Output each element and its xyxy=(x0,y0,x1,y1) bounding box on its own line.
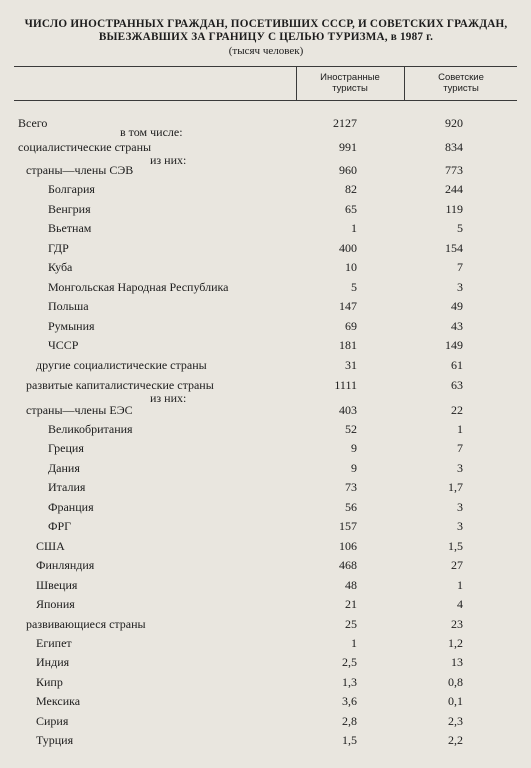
row-label: Монгольская Народная Республика xyxy=(48,280,229,294)
column-header-foreign-tourists xyxy=(298,72,402,94)
soviet-tourists-value: 23 xyxy=(451,617,463,631)
foreign-tourists-value: 9 xyxy=(351,461,357,475)
table-row xyxy=(0,221,531,241)
row-label: Греция xyxy=(48,441,84,455)
table-row xyxy=(0,519,531,539)
row-label: ЧССР xyxy=(48,338,79,352)
row-label: Болгария xyxy=(48,182,95,196)
header-divider-right xyxy=(404,66,405,100)
table-row xyxy=(0,338,531,358)
foreign-tourists-value: 960 xyxy=(339,163,357,177)
row-label: Сирия xyxy=(36,714,69,728)
table-subtitle: (тысяч человек) xyxy=(228,45,304,57)
soviet-tourists-value: 3 xyxy=(457,461,463,475)
table-title-line-2: ВЫЕЗЖАВШИХ ЗА ГРАНИЦУ С ЦЕЛЬЮ ТУРИЗМА, в 1987 г. xyxy=(98,31,434,43)
foreign-tourists-value: 147 xyxy=(339,299,357,313)
row-label: США xyxy=(36,539,65,553)
foreign-tourists-value: 52 xyxy=(345,422,357,436)
table-row xyxy=(0,558,531,578)
table-row xyxy=(0,636,531,656)
table-row xyxy=(0,714,531,734)
column-header-foreign-line2: туристы xyxy=(332,83,368,94)
row-label: Индия xyxy=(36,655,70,669)
soviet-tourists-value: 4 xyxy=(457,597,463,611)
foreign-tourists-value: 1111 xyxy=(334,378,357,392)
table-row xyxy=(0,163,531,183)
table-row xyxy=(0,578,531,598)
column-header-soviet-tourists xyxy=(406,72,516,94)
foreign-tourists-value: 69 xyxy=(345,319,357,333)
table-row xyxy=(0,358,531,378)
soviet-tourists-value: 7 xyxy=(457,260,463,274)
foreign-tourists-value: 2,8 xyxy=(342,714,357,728)
soviet-tourists-value: 63 xyxy=(451,378,463,392)
table-row xyxy=(0,260,531,280)
note-of-them-socialist: из них: xyxy=(150,153,187,167)
soviet-tourists-value: 27 xyxy=(451,558,463,572)
table-row xyxy=(0,733,531,753)
table-row xyxy=(0,675,531,695)
soviet-tourists-value: 3 xyxy=(457,519,463,533)
row-label: Вьетнам xyxy=(48,221,92,235)
soviet-tourists-value: 5 xyxy=(457,221,463,235)
foreign-tourists-value: 1,5 xyxy=(342,733,357,747)
foreign-tourists-value: 2,5 xyxy=(342,655,357,669)
soviet-tourists-value: 149 xyxy=(445,338,463,352)
table-row xyxy=(0,441,531,461)
soviet-tourists-value: 7 xyxy=(457,441,463,455)
row-label: Дания xyxy=(48,461,80,475)
soviet-tourists-value: 1 xyxy=(457,422,463,436)
table-row xyxy=(0,422,531,442)
table-row xyxy=(0,655,531,675)
foreign-tourists-value: 400 xyxy=(339,241,357,255)
row-label: страны—члены ЕЭС xyxy=(26,403,133,417)
soviet-tourists-value: 1 xyxy=(457,578,463,592)
foreign-tourists-value: 1,3 xyxy=(342,675,357,689)
soviet-tourists-value: 773 xyxy=(445,163,463,177)
table-row xyxy=(0,202,531,222)
foreign-tourists-value: 181 xyxy=(339,338,357,352)
row-label: Кипр xyxy=(36,675,63,689)
foreign-tourists-value: 9 xyxy=(351,441,357,455)
soviet-tourists-value: 13 xyxy=(451,655,463,669)
soviet-tourists-value: 3 xyxy=(457,500,463,514)
row-label: Япония xyxy=(36,597,75,611)
table-row xyxy=(0,241,531,261)
foreign-tourists-value: 991 xyxy=(339,140,357,154)
foreign-tourists-value: 106 xyxy=(339,539,357,553)
header-divider-left xyxy=(296,66,297,100)
soviet-tourists-value: 0,1 xyxy=(448,694,463,708)
foreign-tourists-value: 2127 xyxy=(333,116,357,130)
row-label: Румыния xyxy=(48,319,95,333)
row-label: Великобритания xyxy=(48,422,133,436)
row-label: развивающиеся страны xyxy=(26,617,146,631)
table-row xyxy=(0,280,531,300)
row-label: Турция xyxy=(36,733,74,747)
foreign-tourists-value: 468 xyxy=(339,558,357,572)
table-row xyxy=(0,116,531,139)
foreign-tourists-value: 10 xyxy=(345,260,357,274)
row-label: другие социалистические страны xyxy=(36,358,207,372)
foreign-tourists-value: 48 xyxy=(345,578,357,592)
foreign-tourists-value: 403 xyxy=(339,403,357,417)
foreign-tourists-value: 25 xyxy=(345,617,357,631)
row-label: Швеция xyxy=(36,578,78,592)
foreign-tourists-value: 5 xyxy=(351,280,357,294)
foreign-tourists-value: 21 xyxy=(345,597,357,611)
soviet-tourists-value: 49 xyxy=(451,299,463,313)
column-header-foreign-line1: Иностранные xyxy=(320,72,380,83)
table-row xyxy=(0,617,531,637)
soviet-tourists-value: 154 xyxy=(445,241,463,255)
table-row xyxy=(0,694,531,714)
foreign-tourists-value: 3,6 xyxy=(342,694,357,708)
row-label: Франция xyxy=(48,500,94,514)
row-label: страны—члены СЭВ xyxy=(26,163,134,177)
foreign-tourists-value: 157 xyxy=(339,519,357,533)
soviet-tourists-value: 0,8 xyxy=(448,675,463,689)
table-row xyxy=(0,299,531,319)
foreign-tourists-value: 73 xyxy=(345,480,357,494)
table-row xyxy=(0,182,531,202)
row-label: ГДР xyxy=(48,241,69,255)
table-row xyxy=(0,461,531,481)
row-label: ФРГ xyxy=(48,519,72,533)
soviet-tourists-value: 244 xyxy=(445,182,463,196)
foreign-tourists-value: 1 xyxy=(351,221,357,235)
foreign-tourists-value: 82 xyxy=(345,182,357,196)
table-row xyxy=(0,140,531,160)
soviet-tourists-value: 61 xyxy=(451,358,463,372)
table-row xyxy=(0,500,531,520)
row-label: Италия xyxy=(48,480,86,494)
soviet-tourists-value: 119 xyxy=(445,202,463,216)
soviet-tourists-value: 22 xyxy=(451,403,463,417)
foreign-tourists-value: 65 xyxy=(345,202,357,216)
row-label: Мексика xyxy=(36,694,81,708)
row-label: развитые капиталистические страны xyxy=(26,378,214,392)
table-row xyxy=(0,319,531,339)
foreign-tourists-value: 1 xyxy=(351,636,357,650)
table-row xyxy=(0,539,531,559)
row-label: Куба xyxy=(48,260,73,274)
foreign-tourists-value: 31 xyxy=(345,358,357,372)
soviet-tourists-value: 920 xyxy=(445,116,463,130)
table-title-line-1: ЧИСЛО ИНОСТРАННЫХ ГРАЖДАН, ПОСЕТИВШИХ СССР, И СОВЕТСКИХ ГРАЖДАН, xyxy=(24,18,508,30)
row-label: Венгрия xyxy=(48,202,91,216)
note-of-them-capitalist: из них: xyxy=(150,391,187,405)
row-label: Всего xyxy=(18,116,48,130)
note-including: в том числе: xyxy=(120,125,183,139)
column-header-soviet-line1: Советские xyxy=(438,72,484,83)
soviet-tourists-value: 43 xyxy=(451,319,463,333)
column-header-soviet-line2: туристы xyxy=(443,83,479,94)
table-row xyxy=(0,480,531,500)
table-row xyxy=(0,378,531,398)
soviet-tourists-value: 2,3 xyxy=(448,714,463,728)
table-row xyxy=(0,403,531,423)
row-label: Египет xyxy=(36,636,72,650)
soviet-tourists-value: 1,5 xyxy=(448,539,463,553)
row-label: социалистические страны xyxy=(18,140,152,154)
header-top-rule xyxy=(14,66,517,67)
foreign-tourists-value: 56 xyxy=(345,500,357,514)
row-label: Польша xyxy=(48,299,89,313)
soviet-tourists-value: 1,2 xyxy=(448,636,463,650)
soviet-tourists-value: 834 xyxy=(445,140,463,154)
soviet-tourists-value: 3 xyxy=(457,280,463,294)
row-label: Финляндия xyxy=(36,558,95,572)
table-row xyxy=(0,597,531,617)
header-bottom-rule xyxy=(14,100,517,101)
soviet-tourists-value: 2,2 xyxy=(448,733,463,747)
soviet-tourists-value: 1,7 xyxy=(448,480,463,494)
